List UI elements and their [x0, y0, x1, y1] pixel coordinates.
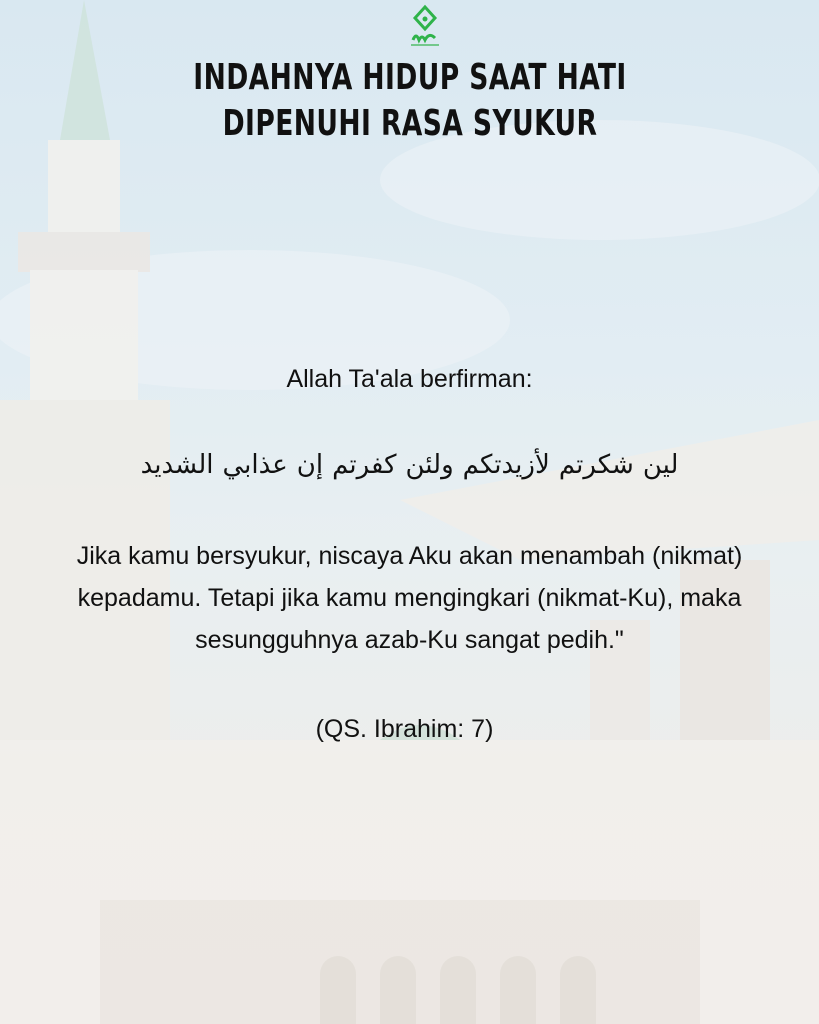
- translation-text: Jika kamu bersyukur, niscaya Aku akan menambah (nikmat) kepadamu. Tetapi jika kamu mengingkari (nikmat-Ku), maka sesungguhnya azab-Ku sangat pedih.": [76, 542, 743, 654]
- verse-reference: (QS. Ibrahim: 7): [315, 715, 494, 743]
- logo-icon: [405, 4, 445, 48]
- arabic-word: الشديد: [140, 450, 214, 480]
- arabic-word: عذابي: [222, 450, 288, 480]
- arabic-word: ولئن: [405, 450, 454, 480]
- arabic-word: شكرتم: [558, 450, 634, 480]
- arabic-word: لأزيدتكم: [462, 450, 550, 480]
- arabic-verse: [0, 450, 819, 480]
- arabic-word: إن: [296, 450, 324, 480]
- page-title: INDAHNYA HIDUP SAAT HATI DIPENUHI RASA SYUKUR: [193, 57, 627, 144]
- arabic-word: كفرتم: [332, 450, 397, 480]
- arabic-word: لين: [642, 450, 679, 480]
- intro-text: Allah Ta'ala berfirman:: [286, 365, 533, 393]
